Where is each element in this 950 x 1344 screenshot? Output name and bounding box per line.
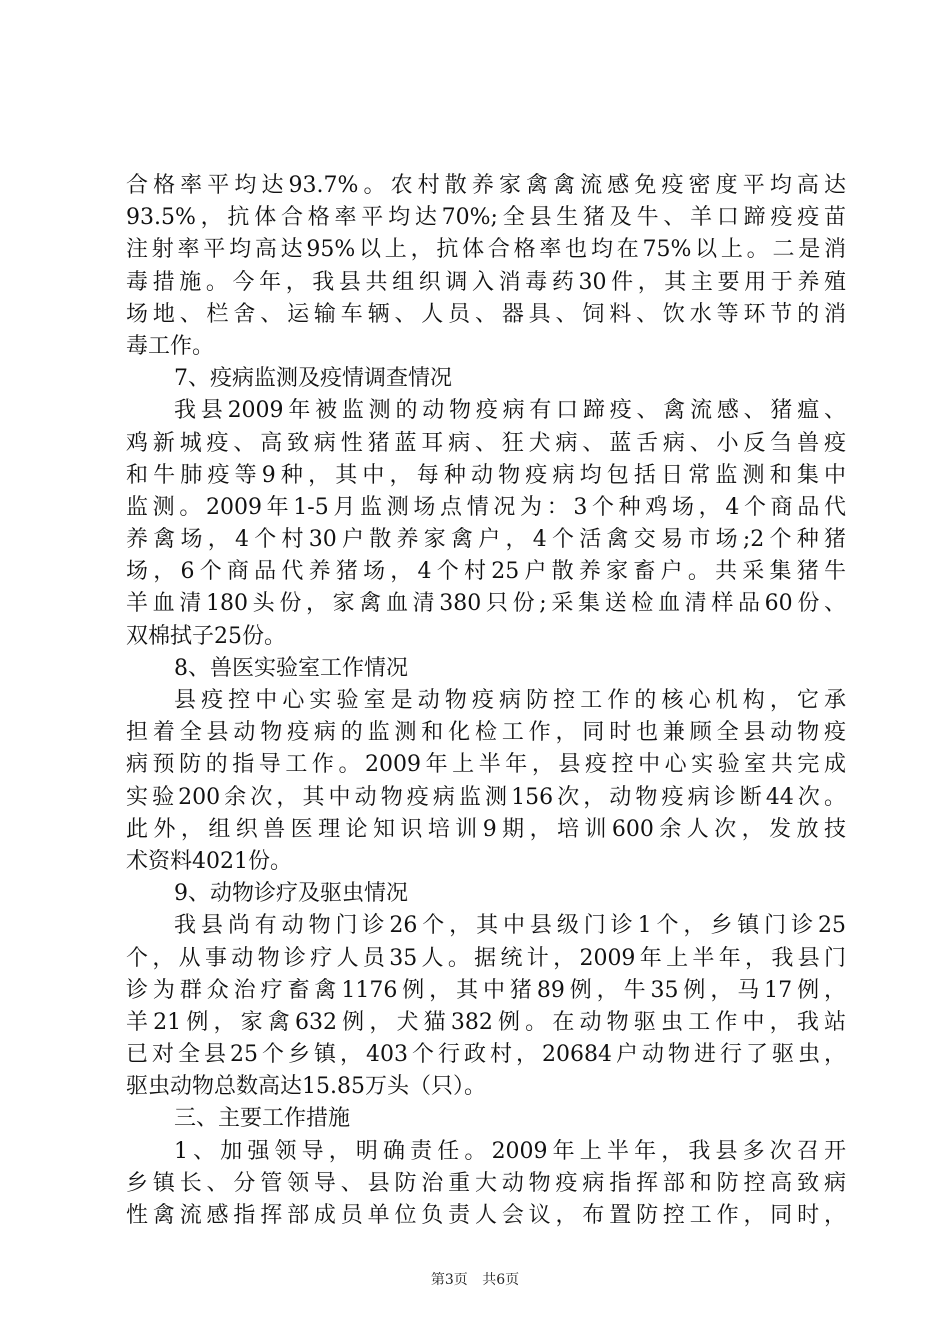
page-number: 第3页 [430,1272,468,1288]
text-line: 术资料4021份。 [126,848,292,874]
text-line: 毒措施。今年，我县共组织调入消毒药30件，其主要用于养殖 [126,269,846,295]
page-total: 共6页 [482,1272,520,1288]
document-body [126,170,846,1232]
text-line: 个，从事动物诊疗人员35人。据统计，2009年上半年，我县门 [126,945,846,971]
paragraph-first-line: 我县2009年被监测的动物疫病有口蹄疫、禽流感、猪瘟、 [174,398,846,424]
section-heading: 9、动物诊疗及驱虫情况 [174,881,408,907]
section-heading: 7、疫病监测及疫情调查情况 [174,366,452,392]
text-line: 监测。2009年1-5月监测场点情况为：3个种鸡场，4个商品代 [126,494,846,520]
paragraph-first-line: 1、加强领导，明确责任。2009年上半年，我县多次召开 [174,1138,846,1164]
text-line: 实验200余次，其中动物疫病监测156次，动物疫病诊断44次。 [126,784,846,810]
text-line: 担着全县动物疫病的监测和化检工作，同时也兼顾全县动物疫 [126,720,846,746]
text-line: 诊为群众治疗畜禽1176例，其中猪89例，牛35例，马17例， [126,977,846,1003]
text-line: 此外，组织兽医理论知识培训9期，培训600余人次，发放技 [126,816,846,842]
text-line: 驱虫动物总数高达15.85万头（只）。 [126,1074,486,1100]
paragraph-first-line: 县疫控中心实验室是动物疫病防控工作的核心机构，它承 [174,688,846,713]
text-line: 场，6个商品代养猪场，4个村25户散养家畜户。共采集猪牛 [126,559,846,585]
text-line: 毒工作。 [126,333,215,359]
text-line: 羊21例，家禽632例，犬猫382例。在动物驱虫工作中，我站 [126,1009,846,1035]
text-line: 病预防的指导工作。2009年上半年，县疫控中心实验室共完成 [126,752,846,778]
text-line: 双棉拭子25份。 [126,623,286,649]
text-line: 鸡新城疫、高致病性猪蓝耳病、狂犬病、蓝舌病、小反刍兽疫 [126,430,846,456]
text-line: 养禽场，4个村30户散养家禽户，4个活禽交易市场;2个种猪 [126,527,846,553]
text-line: 93.5%，抗体合格率平均达70%;全县生猪及牛、羊口蹄疫疫苗 [126,205,846,231]
text-line: 性禽流感指挥部成员单位负责人会议，布置防控工作，同时， [126,1203,846,1228]
text-line: 注射率平均高达95%以上，抗体合格率也均在75%以上。二是消 [126,237,846,263]
text-line: 和牛肺疫等9种，其中，每种动物疫病均包括日常监测和集中 [126,462,846,488]
section-heading: 三、主要工作措施 [174,1106,351,1132]
text-line: 合格率平均达93.7%。农村散养家禽禽流感免疫密度平均高达 [126,173,846,198]
text-line: 羊血清180头份，家禽血清380只份;采集送检血清样品60份、 [126,591,846,617]
page-footer [0,1270,950,1290]
paragraph-first-line: 我县尚有动物门诊26个，其中县级门诊1个，乡镇门诊25 [174,913,846,939]
text-line: 场地、栏舍、运输车辆、人员、器具、饲料、饮水等环节的消 [126,301,846,327]
section-heading: 8、兽医实验室工作情况 [174,655,408,681]
text-line: 乡镇长、分管领导、县防治重大动物疫病指挥部和防控高致病 [126,1170,846,1196]
text-line: 已对全县25个乡镇，403个行政村，20684户动物进行了驱虫， [126,1042,846,1068]
